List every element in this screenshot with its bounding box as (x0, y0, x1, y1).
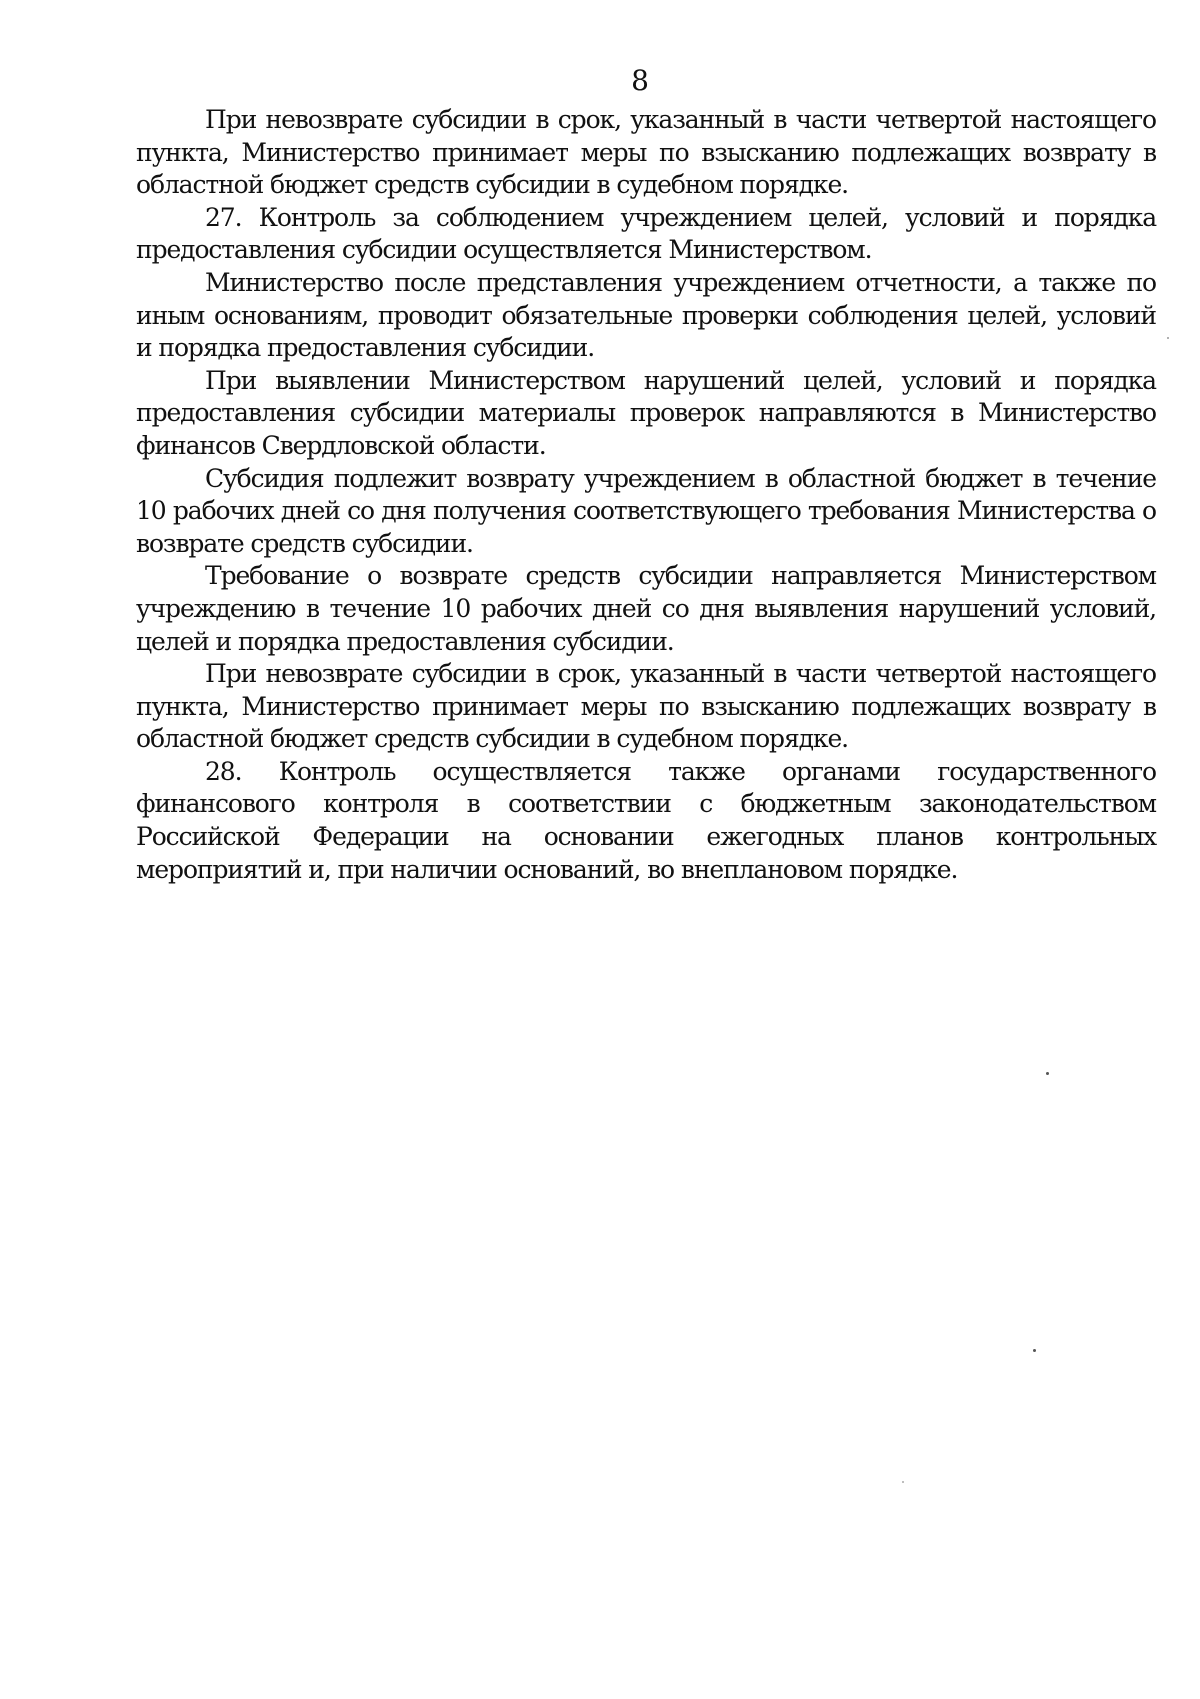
paragraph-non-return-1: При невозврате субсидии в срок, указанный в части четвертой настоящего пункта, Министерство принимает меры по взысканию подлежащих возврату в областной бюджет средств субсидии в судебном порядке. (136, 105, 1156, 200)
paragraph-inspections: Министерство после представления учреждением отчетности, а также по иным основаниям, проводит обязательные проверки соблюдения целей, условий и порядка предоставления субсидии. (136, 267, 1156, 363)
paragraph-violations: При выявлении Министерством нарушений целей, условий и порядка предоставления субсидии материалы проверок направляются в Министерство финансов Свердловской области. (136, 365, 1156, 460)
paragraph-non-return-2: При невозврате субсидии в срок, указанный в части четвертой настоящего пункта, Министерство принимает меры по взысканию подлежащих возврату в областной бюджет средств субсидии в судебном порядке. (136, 659, 1156, 754)
paragraph-item-27: 27. Контроль за соблюдением учреждением целей, условий и порядка предоставления субсидии осуществляется Министерством. (136, 202, 1156, 265)
scan-speck (1033, 1349, 1036, 1352)
paragraph-return-demand: Требование о возврате средств субсидии направляется Министерством учреждению в течение 10 рабочих дней со дня выявления нарушений условий, целей и порядка предоставления субсидии. (136, 561, 1156, 656)
paragraph-item-28: 28. Контроль осуществляется также органами государственного финансового контроля в соответствии с бюджетным законодательством Российской Федерации на основании ежегодных планов контрольных мероприятий и, при наличии оснований, во внеплановом порядке. (136, 756, 1156, 884)
scan-speck (1046, 1072, 1049, 1075)
paragraph-subsidy-return: Субсидия подлежит возврату учреждением в областной бюджет в течение 10 рабочих дней со дня получения соответствующего требования Министерства о возврате средств субсидии. (136, 463, 1156, 558)
page-number: 8 (631, 64, 649, 97)
scan-speck (1167, 337, 1169, 339)
scan-speck (902, 1481, 904, 1483)
document-body (136, 104, 1156, 886)
